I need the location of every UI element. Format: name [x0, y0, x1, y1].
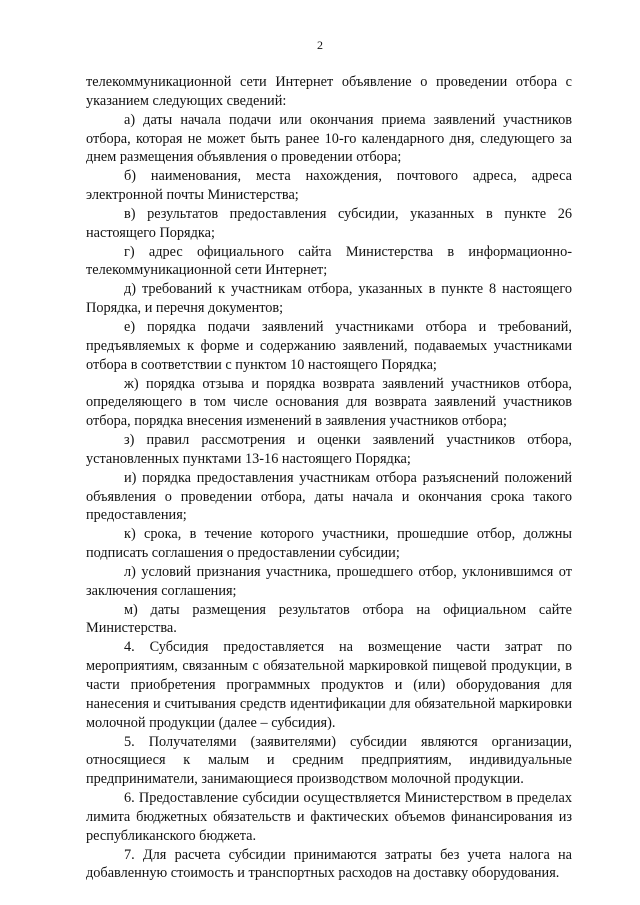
paragraph: в) результатов предоставления субсидии, указанных в пункте 26 настоящего Порядка;: [86, 205, 572, 241]
paragraph: телекоммуникационной сети Интернет объявление о проведении отбора с указанием следующих сведений:: [86, 74, 572, 109]
paragraph: ж) порядка отзыва и порядка возврата заявлений участников отбора, определяющего в том числе основания для возврата заявлений участников отбора, порядка внесения изменений в заявления участников отбора;: [86, 375, 572, 430]
paragraph: 7. Для расчета субсидии принимаются затраты без учета налога на добавленную стоимость и транспортных расходов на доставку оборудования.: [86, 846, 572, 882]
page-number: 2: [317, 38, 323, 52]
document-body: [86, 73, 572, 883]
paragraph: к) срока, в течение которого участники, прошедшие отбор, должны подписать соглашения о предоставлении субсидии;: [86, 526, 572, 562]
paragraph: а) даты начала подачи или окончания приема заявлений участников отбора, которая не может быть ранее 10-го календарного дня, следующего за днем размещения объявления о проведении отбора;: [86, 111, 572, 166]
paragraph: з) правил рассмотрения и оценки заявлений участников отбора, установленных пунктами 13-16 настоящего Порядка;: [86, 432, 572, 467]
paragraph: 5. Получателями (заявителями) субсидии являются организации, относящиеся к малым и средним предприятиям, индивидуальные предприниматели, занимающиеся производством молочной продукции.: [86, 733, 572, 788]
paragraph: б) наименования, места нахождения, почтового адреса, адреса электронной почты Министерства;: [86, 168, 572, 204]
paragraph: л) условий признания участника, прошедшего отбор, уклонившимся от заключения соглашения;: [86, 563, 572, 599]
paragraph: м) даты размещения результатов отбора на официальном сайте Министерства.: [86, 601, 572, 637]
paragraph: 6. Предоставление субсидии осуществляется Министерством в пределах лимита бюджетных обязательств и фактических объемов финансирования из республиканского бюджета.: [86, 790, 572, 844]
paragraph: д) требований к участникам отбора, указанных в пункте 8 настоящего Порядка, и перечня документов;: [86, 281, 572, 317]
paragraph: 4. Субсидия предоставляется на возмещение части затрат по мероприятиям, связанным с обязательной маркировкой пищевой продукции, в части приобретения программных продуктов и (или) оборудования для нанесения и считывания средств идентификации для обязательной маркировки молочной продукции (далее – субсидия).: [86, 639, 572, 731]
paragraph: е) порядка подачи заявлений участниками отбора и требований, предъявляемых к форме и содержанию заявлений, подаваемых участниками отбора в соответствии с пунктом 10 настоящего Порядка;: [86, 318, 572, 373]
paragraph: г) адрес официального сайта Министерства в информационно-телекоммуникационной сети Интернет;: [86, 243, 572, 279]
paragraph: и) порядка предоставления участникам отбора разъяснений положений объявления о проведении отбора, даты начала и окончания срока такого предоставления;: [86, 469, 572, 524]
